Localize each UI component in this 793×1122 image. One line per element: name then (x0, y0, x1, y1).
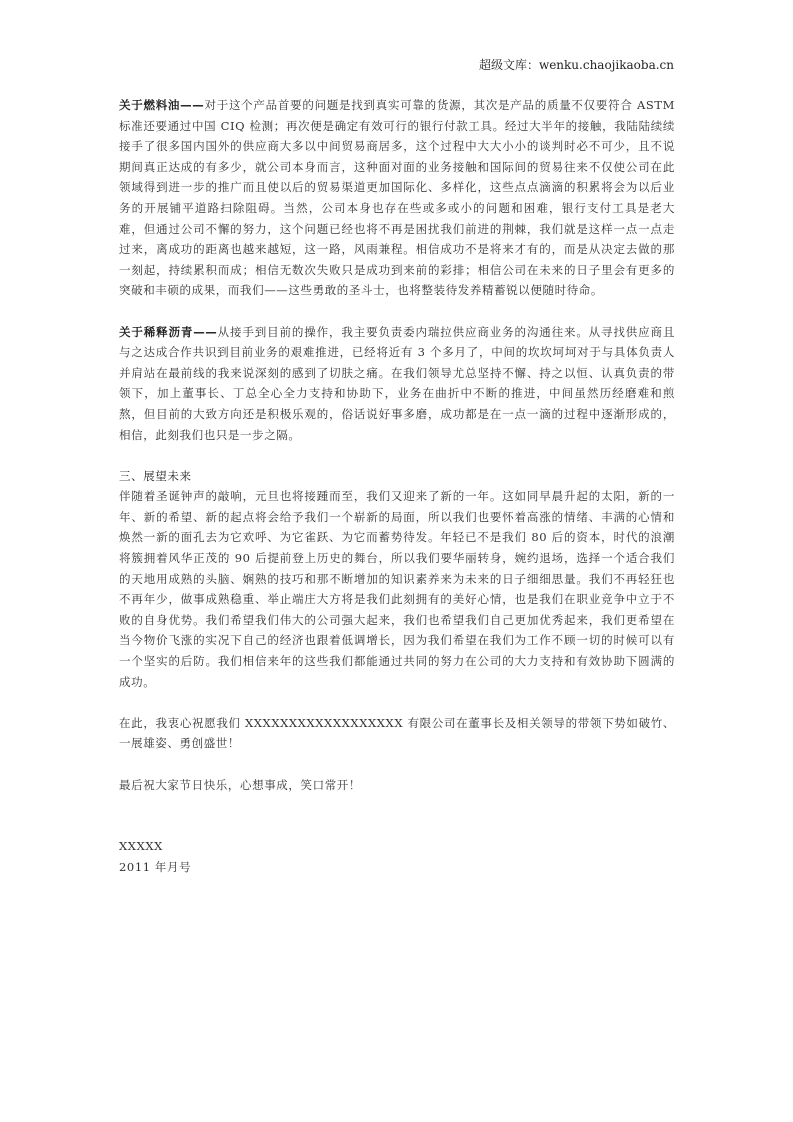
paragraph-text: 伴随着圣诞钟声的敲响，元旦也将接踵而至，我们又迎来了新的一年。这如同早晨升起的太阳，新的一年、新的希望、新的起点将会给予我们一个崭新的局面，所以我们也要怀着高涨的情绪、丰满的心情和焕然一新的面孔去为它欢呼、为它雀跃、为它而蓄势待发。年轻已不是我们 80 后的资本，时代的浪潮将簇拥着风华正茂的 90 后提前登上历史的舞台，所以我们要华丽转身，婉约退场，选择一个适合我们的天地用成熟的头脑、娴熟的技巧和那不断增加的知识素养来为未来的日子细细思量。我们不再轻狂也不再年少，做事成熟稳重、举止端庄大方将是我们此刻拥有的美好心情，也是我们在职业竞争中立于不败的自身优势。我们希望我们伟大的公司强大起来，我们也希望我们自己更加优秀起来，我们更希望在当今物价飞涨的实况下自己的经济也跟着低调增长，因为我们希望在我们为工作不顾一切的时候可以有一个坚实的后防。我们相信来年的这些我们都能通过共同的努力在公司的大力支持和有效协助下圆满的成功。 (119, 489, 675, 689)
signature-name: XXXXX (119, 839, 163, 854)
document-body (119, 95, 675, 877)
paragraph-lead-diluted-asphalt: 关于稀释沥青—— (119, 324, 218, 339)
paragraph-lead-fuel-oil: 关于燃料油—— (119, 98, 205, 112)
paragraph-wish: 在此，我衷心祝愿我们 XXXXXXXXXXXXXXXXXX 有限公司在董事长及相关领导的带领下势如破竹、一展雄姿、勇创盛世！ (119, 715, 675, 751)
signature-date: 2011 年月号 (119, 859, 192, 874)
document-source-header: 超级文库：wenku.chaojikaoba.cn (478, 58, 674, 72)
paragraph-closing: 最后祝大家节日快乐，心想事成，笑口常开！ (119, 777, 361, 792)
paragraph-fuel-oil (119, 95, 675, 301)
paragraph-diluted-asphalt (119, 322, 675, 446)
signature-block (119, 836, 675, 877)
paragraph-text: 对于这个产品首要的问题是找到真实可靠的货源，其次是产品的质量不仅要符合 ASTM 标准还要通过中国 CIQ 检测；再次便是确定有效可行的银行付款工具。经过大半年的接触，我陆陆续续接手了很多国内国外的供应商大多以中间贸易商居多，这个过程中大大小小的谈判时必不可少，且不说期间真正达成的有多少，就公司本身而言，这种面对面的业务接触和国际间的贸易往来不仅使公司在此领域得到进一步的推广而且使以后的贸易渠道更加国际化、多样化，这些点点滴滴的积累将会为以后业务的开展铺平道路扫除阻碍。当然，公司本身也存在些或多或小的问题和困难，银行支付工具是老大难，但通过公司不懈的努力，这个问题已经也将不再是困扰我们前进的荆棘，我们就是这样一点一点走过来，离成功的距离也越来越短，这一路，风雨兼程。相信成功不是将来才有的，而是从决定去做的那一刻起，持续累积而成；相信无数次失败只是成功到来前的彩排；相信公司在未来的日子里会有更多的突破和丰硕的成果，而我们——这些勇敢的圣斗士，也将整装待发养精蓄锐以便随时待命。 (119, 98, 675, 298)
section-outlook (119, 466, 675, 693)
section-heading: 三、展望未来 (119, 468, 192, 483)
paragraph-text: 从接手到目前的操作，我主要负责委内瑞拉供应商业务的沟通往来。从寻找供应商且与之达成合作共识到目前业务的艰难推进，已经将近有 3 个多月了，中间的坎坎坷坷对于与具体负责人并肩站在最前线的我来说深刻的感到了切肤之痛。在我们领导尤总坚持不懈、持之以恒、认真负责的带领下，加上董事长、丁总全心全力支持和协助下，业务在曲折中不断的推进，中间虽然历经磨难和煎熬，但目前的大致方向还是积极乐观的，俗话说好事多磨，成功都是在一点一滴的过程中逐渐形成的，相信，此刻我们也只是一步之隔。 (119, 324, 675, 442)
